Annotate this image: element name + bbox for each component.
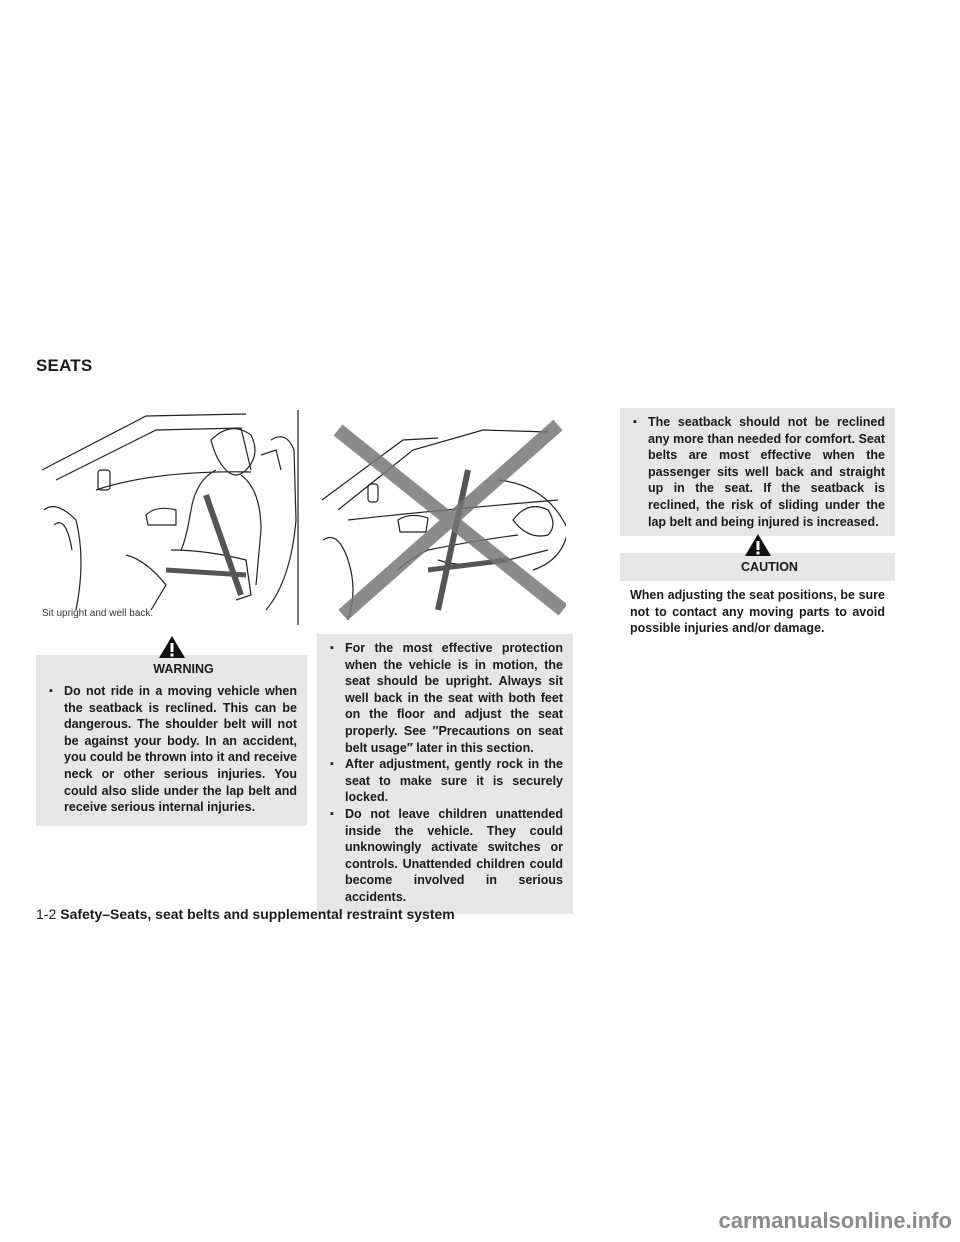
caution-text: When adjusting the seat positions, be sure not to contact any moving parts to avoid possible injuries and/or damage.: [630, 588, 885, 636]
warning-header: [36, 655, 307, 683]
caution-box: [620, 535, 895, 637]
middle-item-3: ▪ Do not leave children unattended inside the vehicle. They could unknowingly activate switches or controls. Unattended children could become involved in serious accidents.: [327, 806, 563, 906]
figure-caption: Sit upright and well back.: [42, 608, 154, 619]
warning-item: ▪ Do not ride in a moving vehicle when the seatback is reclined. This can be dangerous. The shoulder belt will not be against your body. In an accident, you could be thrown into it and receive neck or other serious injuries. You could also slide under the lap belt and receive serious internal injuries.: [46, 683, 297, 816]
caution-header: [620, 553, 895, 581]
watermark: carmanualsonline.info: [718, 1208, 952, 1233]
middle-item-1: ▪ For the most effective protection when the vehicle is in motion, the seat should be upright. Always sit well back in the seat with both feet on the floor and adjust the seat properly. See ″Precautions on seat belt usage″ later in this section.: [327, 640, 563, 756]
page-footer: [36, 906, 455, 922]
seating-illustration: [36, 410, 566, 625]
middle-item-2: ▪ After adjustment, gently rock in the seat to make sure it is securely locked.: [327, 756, 563, 806]
seating-drawing: [36, 410, 566, 625]
right-warning-list: [620, 408, 895, 536]
caution-triangle-icon: [744, 533, 772, 562]
caution-title: CAUTION: [741, 559, 798, 574]
middle-warning-list: [317, 634, 573, 914]
warning-title: WARNING: [153, 661, 214, 676]
warning-triangle-icon: [158, 635, 186, 664]
footer-title: Safety–Seats, seat belts and supplemental restraint system: [60, 906, 455, 922]
warning-box: [36, 655, 307, 826]
page-number: 1-2: [36, 906, 57, 922]
right-item-1: ▪ The seatback should not be reclined any more than needed for comfort. Seat belts are most effective when the passenger sits well back and straight up in the seat. If the seatback is reclined, the risk of sliding under the lap belt and being injured is increased.: [630, 414, 885, 530]
section-title: SEATS: [36, 356, 93, 375]
warning-list: [36, 683, 307, 826]
